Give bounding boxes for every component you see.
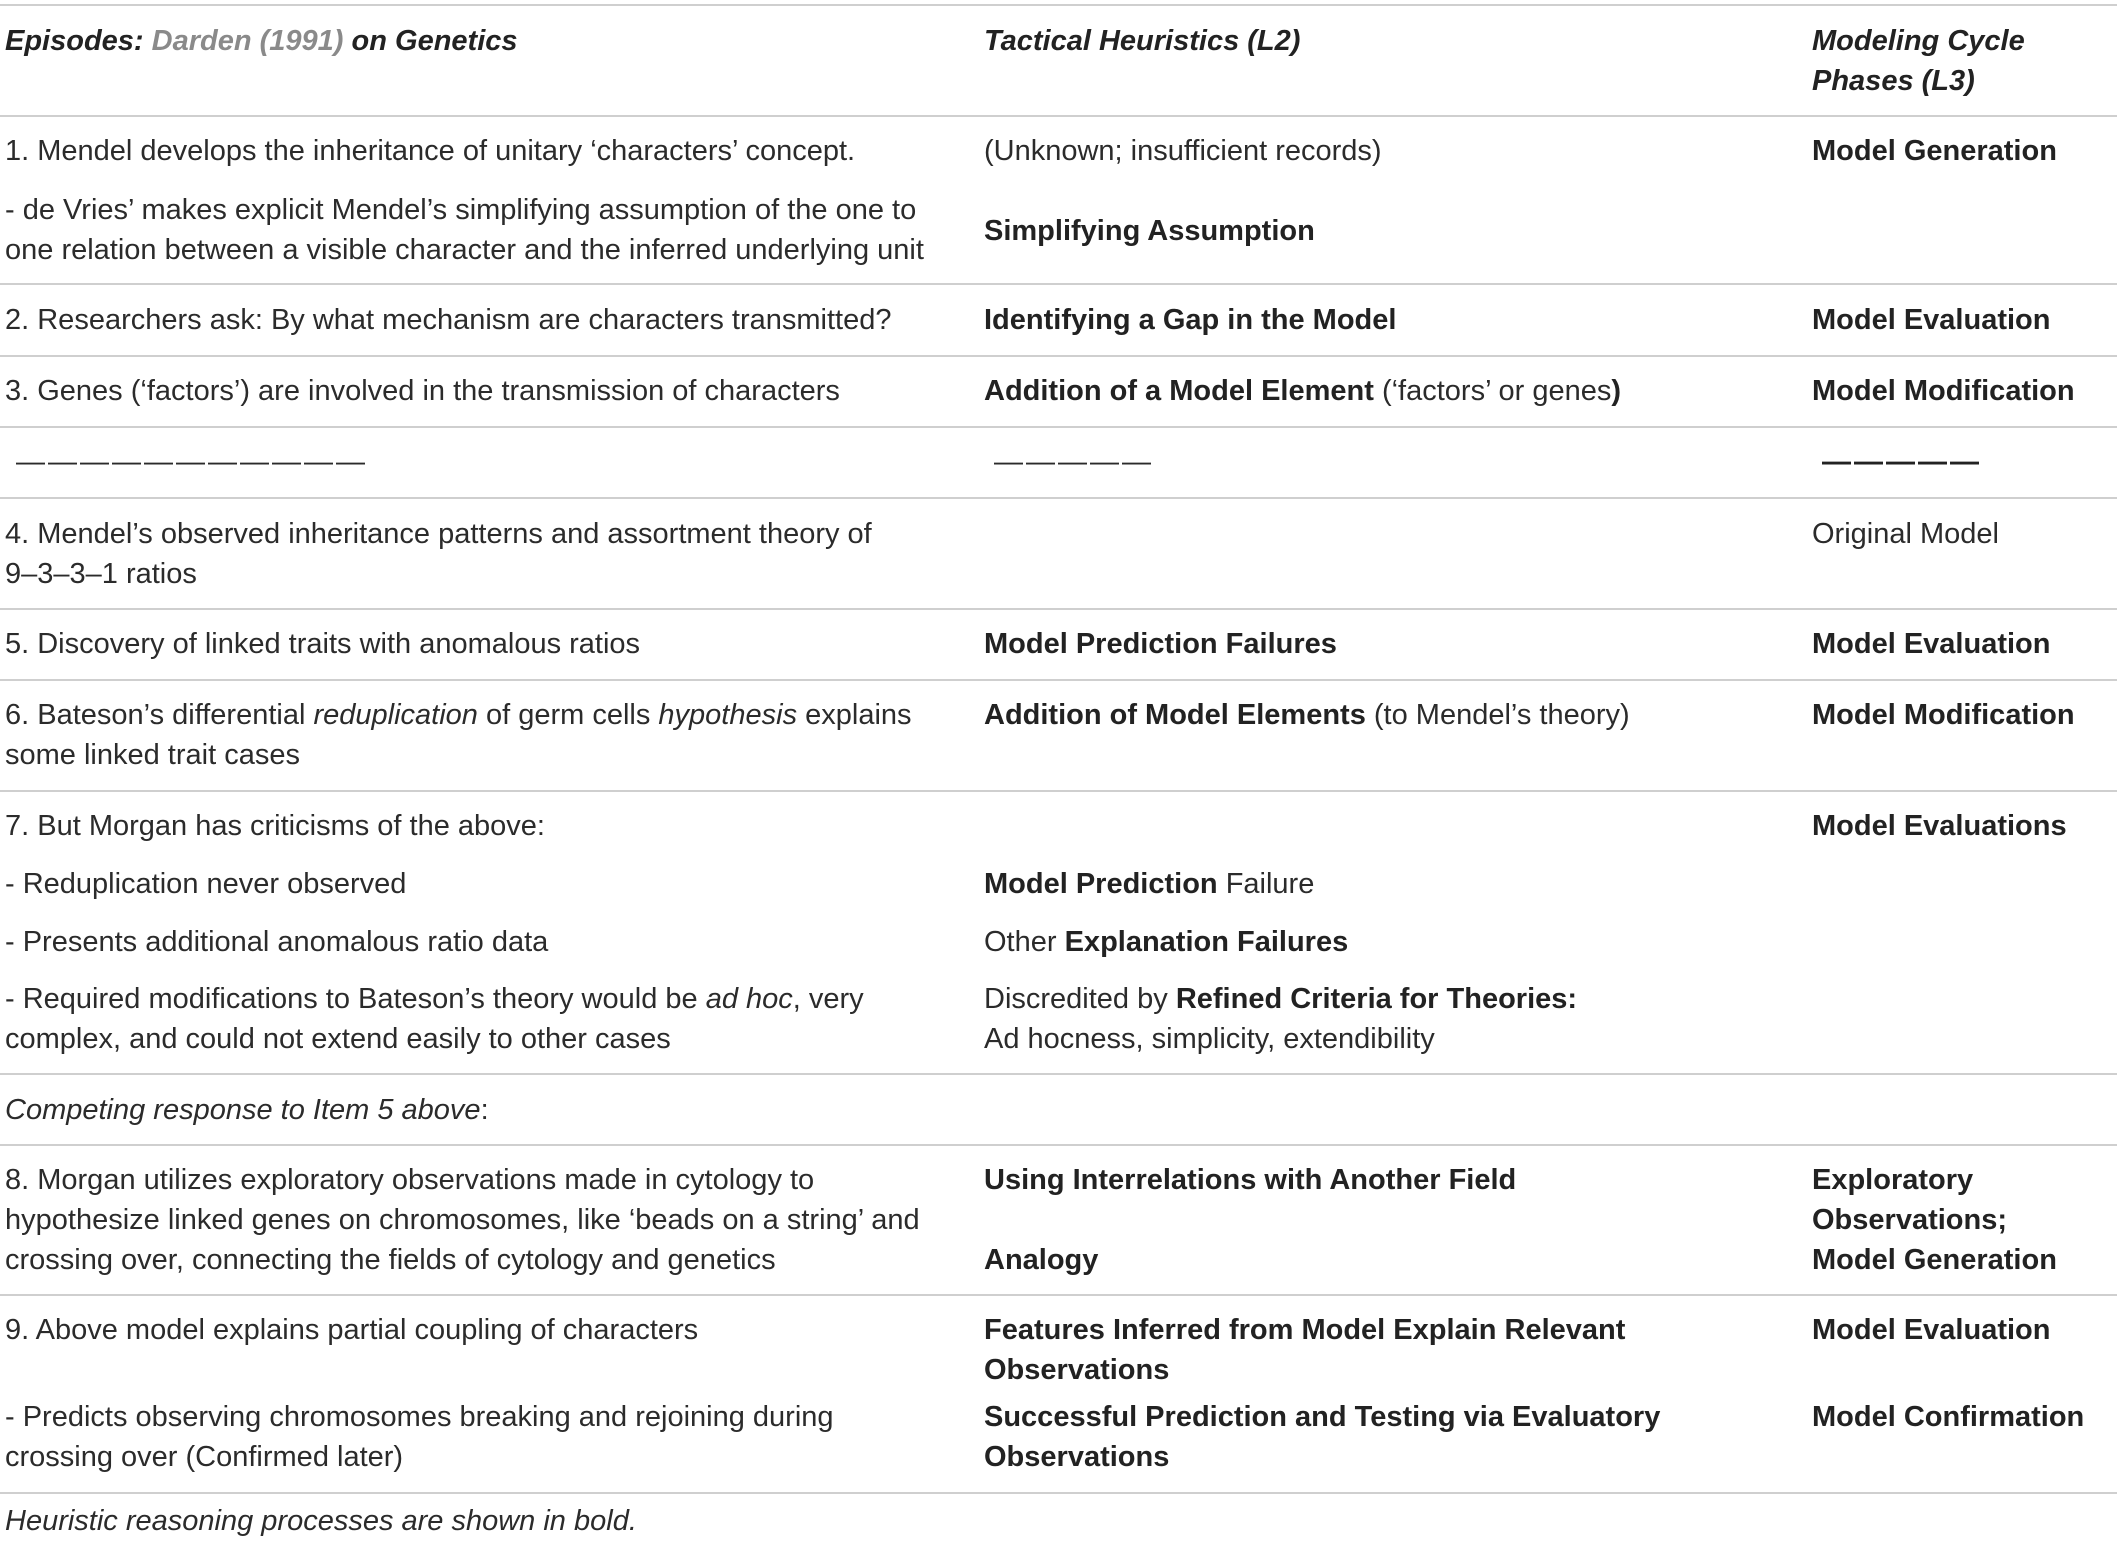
row8-heuristic-analogy: Analogy — [984, 1244, 1099, 1276]
row1-sub-heuristic: Simplifying Assumption — [984, 215, 1315, 247]
row8-episode: 8. Morgan utilizes exploratory observations made in cytology to hypothesize linked genes on chromosomes, like ‘beads on a string’ and crossing over, connecting the fields of cytology and genetics — [5, 1164, 920, 1276]
row9-sub-heuristic: Successful Prediction and Testing via Evaluatory Observations — [984, 1401, 1661, 1473]
rule-top — [0, 4, 2117, 6]
row6-phase: Model Modification — [1812, 699, 2075, 731]
row2-phase: Model Evaluation — [1812, 304, 2051, 336]
row5-phase: Model Evaluation — [1812, 628, 2051, 660]
rule-row9 — [0, 1492, 2117, 1494]
table-footnote: Heuristic reasoning processes are shown in bold. — [5, 1505, 637, 1537]
row7-episode: 7. But Morgan has criticisms of the above: — [5, 810, 545, 842]
row7c-episode: - Required modifications to Bateson’s theory would be ad hoc, very complex, and could not extend easily to other cases — [5, 983, 864, 1055]
rule-sep — [0, 497, 2117, 499]
rule-row4 — [0, 608, 2117, 610]
citation-darden: Darden (1991) — [151, 25, 344, 57]
rule-row2 — [0, 355, 2117, 357]
row2-episode: 2. Researchers ask: By what mechanism are characters transmitted? — [5, 304, 892, 336]
row9-sub-episode: - Predicts observing chromosomes breaking and rejoining during crossing over (Confirmed later) — [5, 1401, 834, 1473]
row1-sub-episode: - de Vries’ makes explicit Mendel’s simplifying assumption of the one to one relation between a visible character and the inferred underlying unit — [5, 194, 924, 266]
header-episodes: Episodes: Darden (1991) on Genetics — [5, 25, 518, 57]
rule-row6 — [0, 790, 2117, 792]
separator-dashes-col1: ——————————— — [16, 446, 368, 478]
row6-heuristic: Addition of Model Elements (to Mendel’s theory) — [984, 699, 1630, 731]
row8-heuristic-interrelations: Using Interrelations with Another Field — [984, 1164, 1517, 1196]
row4-phase: Original Model — [1812, 518, 1999, 550]
row3-phase: Model Modification — [1812, 375, 2075, 407]
row7b-episode: - Presents additional anomalous ratio data — [5, 926, 549, 958]
separator-dashes-col2: ————— — [994, 446, 1154, 478]
separator-dashes-col3: ————— — [1822, 446, 1982, 478]
row9-phase: Model Evaluation — [1812, 1314, 2051, 1346]
row2-heuristic: Identifying a Gap in the Model — [984, 304, 1397, 336]
rule-row8 — [0, 1294, 2117, 1296]
row4-episode: 4. Mendel’s observed inheritance patterns and assortment theory of 9–3–3–1 ratios — [5, 518, 872, 590]
row8-phase: Exploratory Observations; Model Generation — [1812, 1164, 2057, 1276]
rule-competing — [0, 1144, 2117, 1146]
header-tactical-heuristics: Tactical Heuristics (L2) — [984, 25, 1301, 57]
row7b-heuristic: Other Explanation Failures — [984, 926, 1349, 958]
row1-heuristic: (Unknown; insufficient records) — [984, 135, 1382, 167]
row1-episode: 1. Mendel develops the inheritance of unitary ‘characters’ concept. — [5, 135, 856, 167]
rule-row7 — [0, 1073, 2117, 1075]
row1-phase: Model Generation — [1812, 135, 2057, 167]
rule-row5 — [0, 679, 2117, 681]
row9-episode: 9. Above model explains partial coupling of characters — [5, 1314, 699, 1346]
header-modeling-phases: Modeling Cycle Phases (L3) — [1812, 25, 2025, 97]
row5-heuristic: Model Prediction Failures — [984, 628, 1337, 660]
row9-heuristic: Features Inferred from Model Explain Relevant Observations — [984, 1314, 1626, 1386]
row3-episode: 3. Genes (‘factors’) are involved in the transmission of characters — [5, 375, 840, 407]
row9-sub-phase: Model Confirmation — [1812, 1401, 2085, 1433]
row3-heuristic: Addition of a Model Element (‘factors’ or genes) — [984, 375, 1622, 407]
rule-header — [0, 115, 2117, 117]
rule-row1 — [0, 283, 2117, 285]
row5-episode: 5. Discovery of linked traits with anomalous ratios — [5, 628, 641, 660]
row7a-episode: - Reduplication never observed — [5, 868, 407, 900]
row6-episode: 6. Bateson’s differential reduplication of germ cells hypothesis explains some linked trait cases — [5, 699, 912, 771]
rule-row3 — [0, 426, 2117, 428]
row7-phase: Model Evaluations — [1812, 810, 2067, 842]
row7c-heuristic: Discredited by Refined Criteria for Theories: Ad hocness, simplicity, extendibility — [984, 983, 1578, 1055]
competing-response-note: Competing response to Item 5 above: — [5, 1094, 489, 1126]
row7a-heuristic: Model Prediction Failure — [984, 868, 1315, 900]
